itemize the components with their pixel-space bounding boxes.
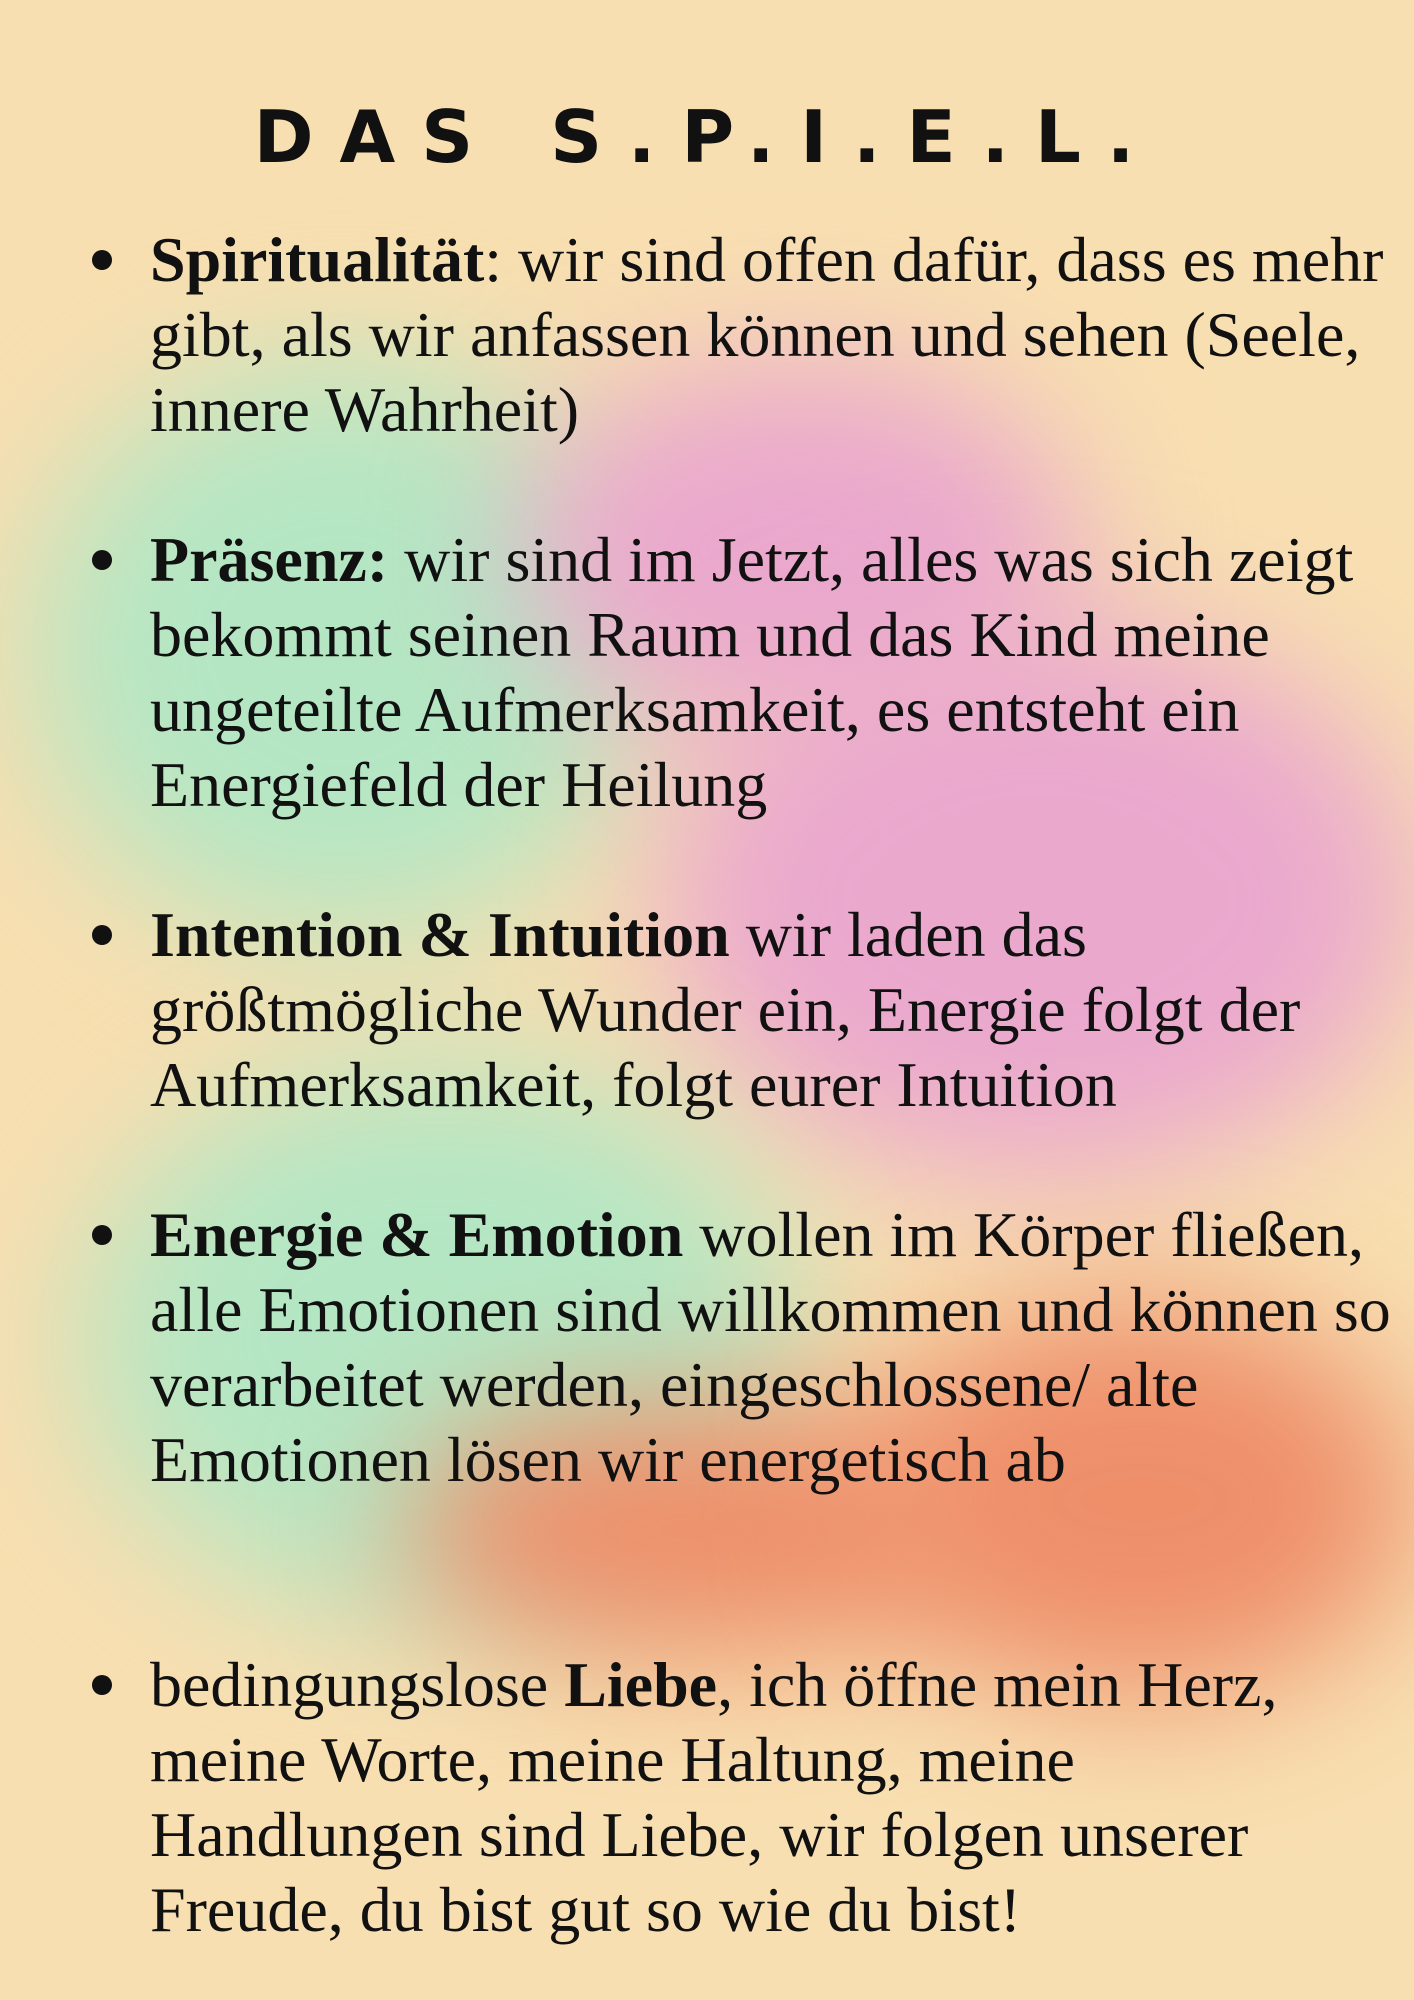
list-item-intention [150,897,1400,1122]
item-keyword: Intention & Intuition [150,899,730,970]
list-item-text [150,1649,1277,1945]
item-keyword: Liebe [564,1649,718,1720]
item-lead: bedingungslose [150,1649,565,1720]
item-body: , ich öffne mein Herz, meine Worte, meine Haltung, meine Handlungen sind Liebe, wir folgen unserer Freude, du bist gut so wie du bist! [150,1649,1278,1945]
item-keyword: Energie & Emotion [150,1199,684,1270]
item-body: : wir sind offen dafür, dass es mehr gibt, als wir anfassen können und sehen (Seele, innere Wahrheit) [150,224,1384,445]
item-body: wollen im Körper fließen, alle Emotionen sind willkommen und können so verarbeitet werden, eingeschlossene/ alte Emotionen lösen wir energetisch ab [150,1199,1391,1495]
item-keyword: Spiritualität [150,224,485,295]
bullet-icon [92,550,112,570]
list-item-text [150,1199,1391,1495]
list-item-text [150,899,1300,1120]
item-body: wir laden das größtmögliche Wunder ein, Energie folgt der Aufmerksamkeit, folgt eurer Intuition [150,899,1301,1120]
item-body: wir sind im Jetzt, alles was sich zeigt bekommt seinen Raum und das Kind meine ungeteilte Aufmerksamkeit, es entsteht ein Energiefeld der Heilung [150,524,1354,820]
list-item-text [150,524,1353,820]
item-keyword: Präsenz: [150,524,389,595]
list-item-praesenz [150,522,1400,822]
bullet-icon [92,250,112,270]
bullet-icon [92,925,112,945]
list-item-spiritualitaet [150,222,1400,447]
bullet-icon [92,1225,112,1245]
list-item-text [150,224,1383,445]
list-item-liebe [150,1647,1400,1947]
list-item-energie [150,1197,1400,1497]
bullet-icon [92,1675,112,1695]
page-title: DAS S.P.I.E.L. [253,95,1161,179]
